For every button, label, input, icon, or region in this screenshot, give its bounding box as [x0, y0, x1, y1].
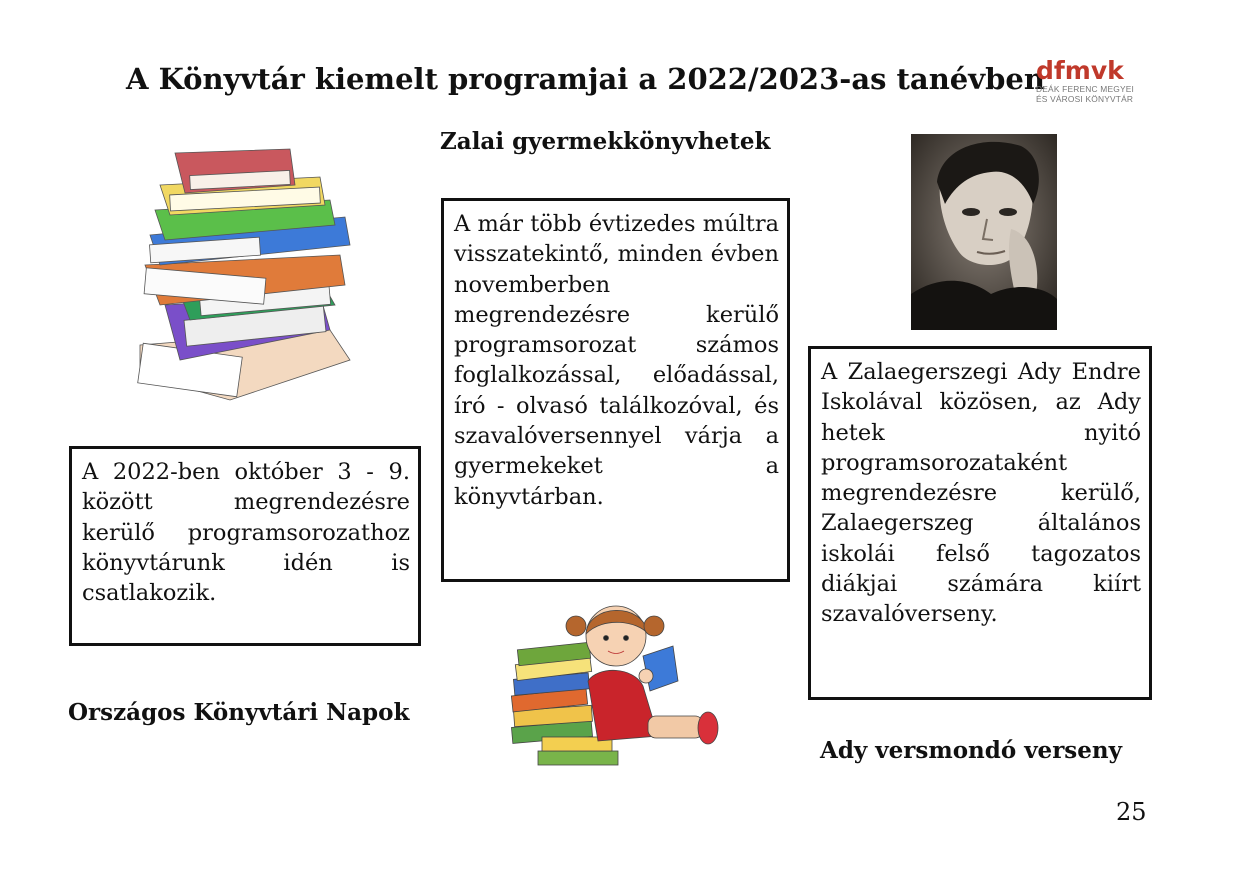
left-box-text: A 2022-ben október 3 - 9. között megrendezésre kerülő programsorozathoz könyvtárunk idén is csatlakozik.	[82, 459, 410, 607]
left-info-box	[69, 446, 421, 646]
slide-title: A Könyvtár kiemelt programjai a 2022/2023-as tanévben	[126, 62, 1045, 96]
left-heading: Országos Könyvtári Napok	[68, 699, 410, 726]
book-stack-illustration	[130, 145, 360, 405]
center-heading: Zalai gyermekkönyvhetek	[440, 128, 771, 155]
logo-line-1: DEÁK FERENC MEGYEI	[1036, 84, 1135, 94]
library-logo	[1036, 58, 1156, 118]
girl-reading-illustration	[508, 596, 728, 776]
logo-line-2: ÉS VÁROSI KÖNYVTÁR	[1036, 94, 1134, 104]
portrait-photo	[911, 134, 1057, 330]
page-number: 25	[1116, 798, 1147, 826]
center-info-box	[441, 198, 790, 582]
right-heading: Ady versmondó verseny	[820, 737, 1122, 764]
right-info-box	[808, 346, 1152, 700]
center-box-text: A már több évtizedes múltra visszatekintő, minden évben novemberben megrendezésre kerülő programsorozat számos foglalkozással, előadással, író - olvasó találkozóval, és szavalóversennyel várja a gyermekeket a könyvtárban.	[454, 211, 779, 510]
right-box-text: A Zalaegerszegi Ady Endre Iskolával közösen, az Ady hetek nyitó programsorozataként megrendezésre kerülő, Zalaegerszeg általános iskolái felső tagozatos diákjai számára kiírt szavalóverseny.	[821, 359, 1141, 628]
logo-mark: dfmvk	[1036, 56, 1124, 85]
